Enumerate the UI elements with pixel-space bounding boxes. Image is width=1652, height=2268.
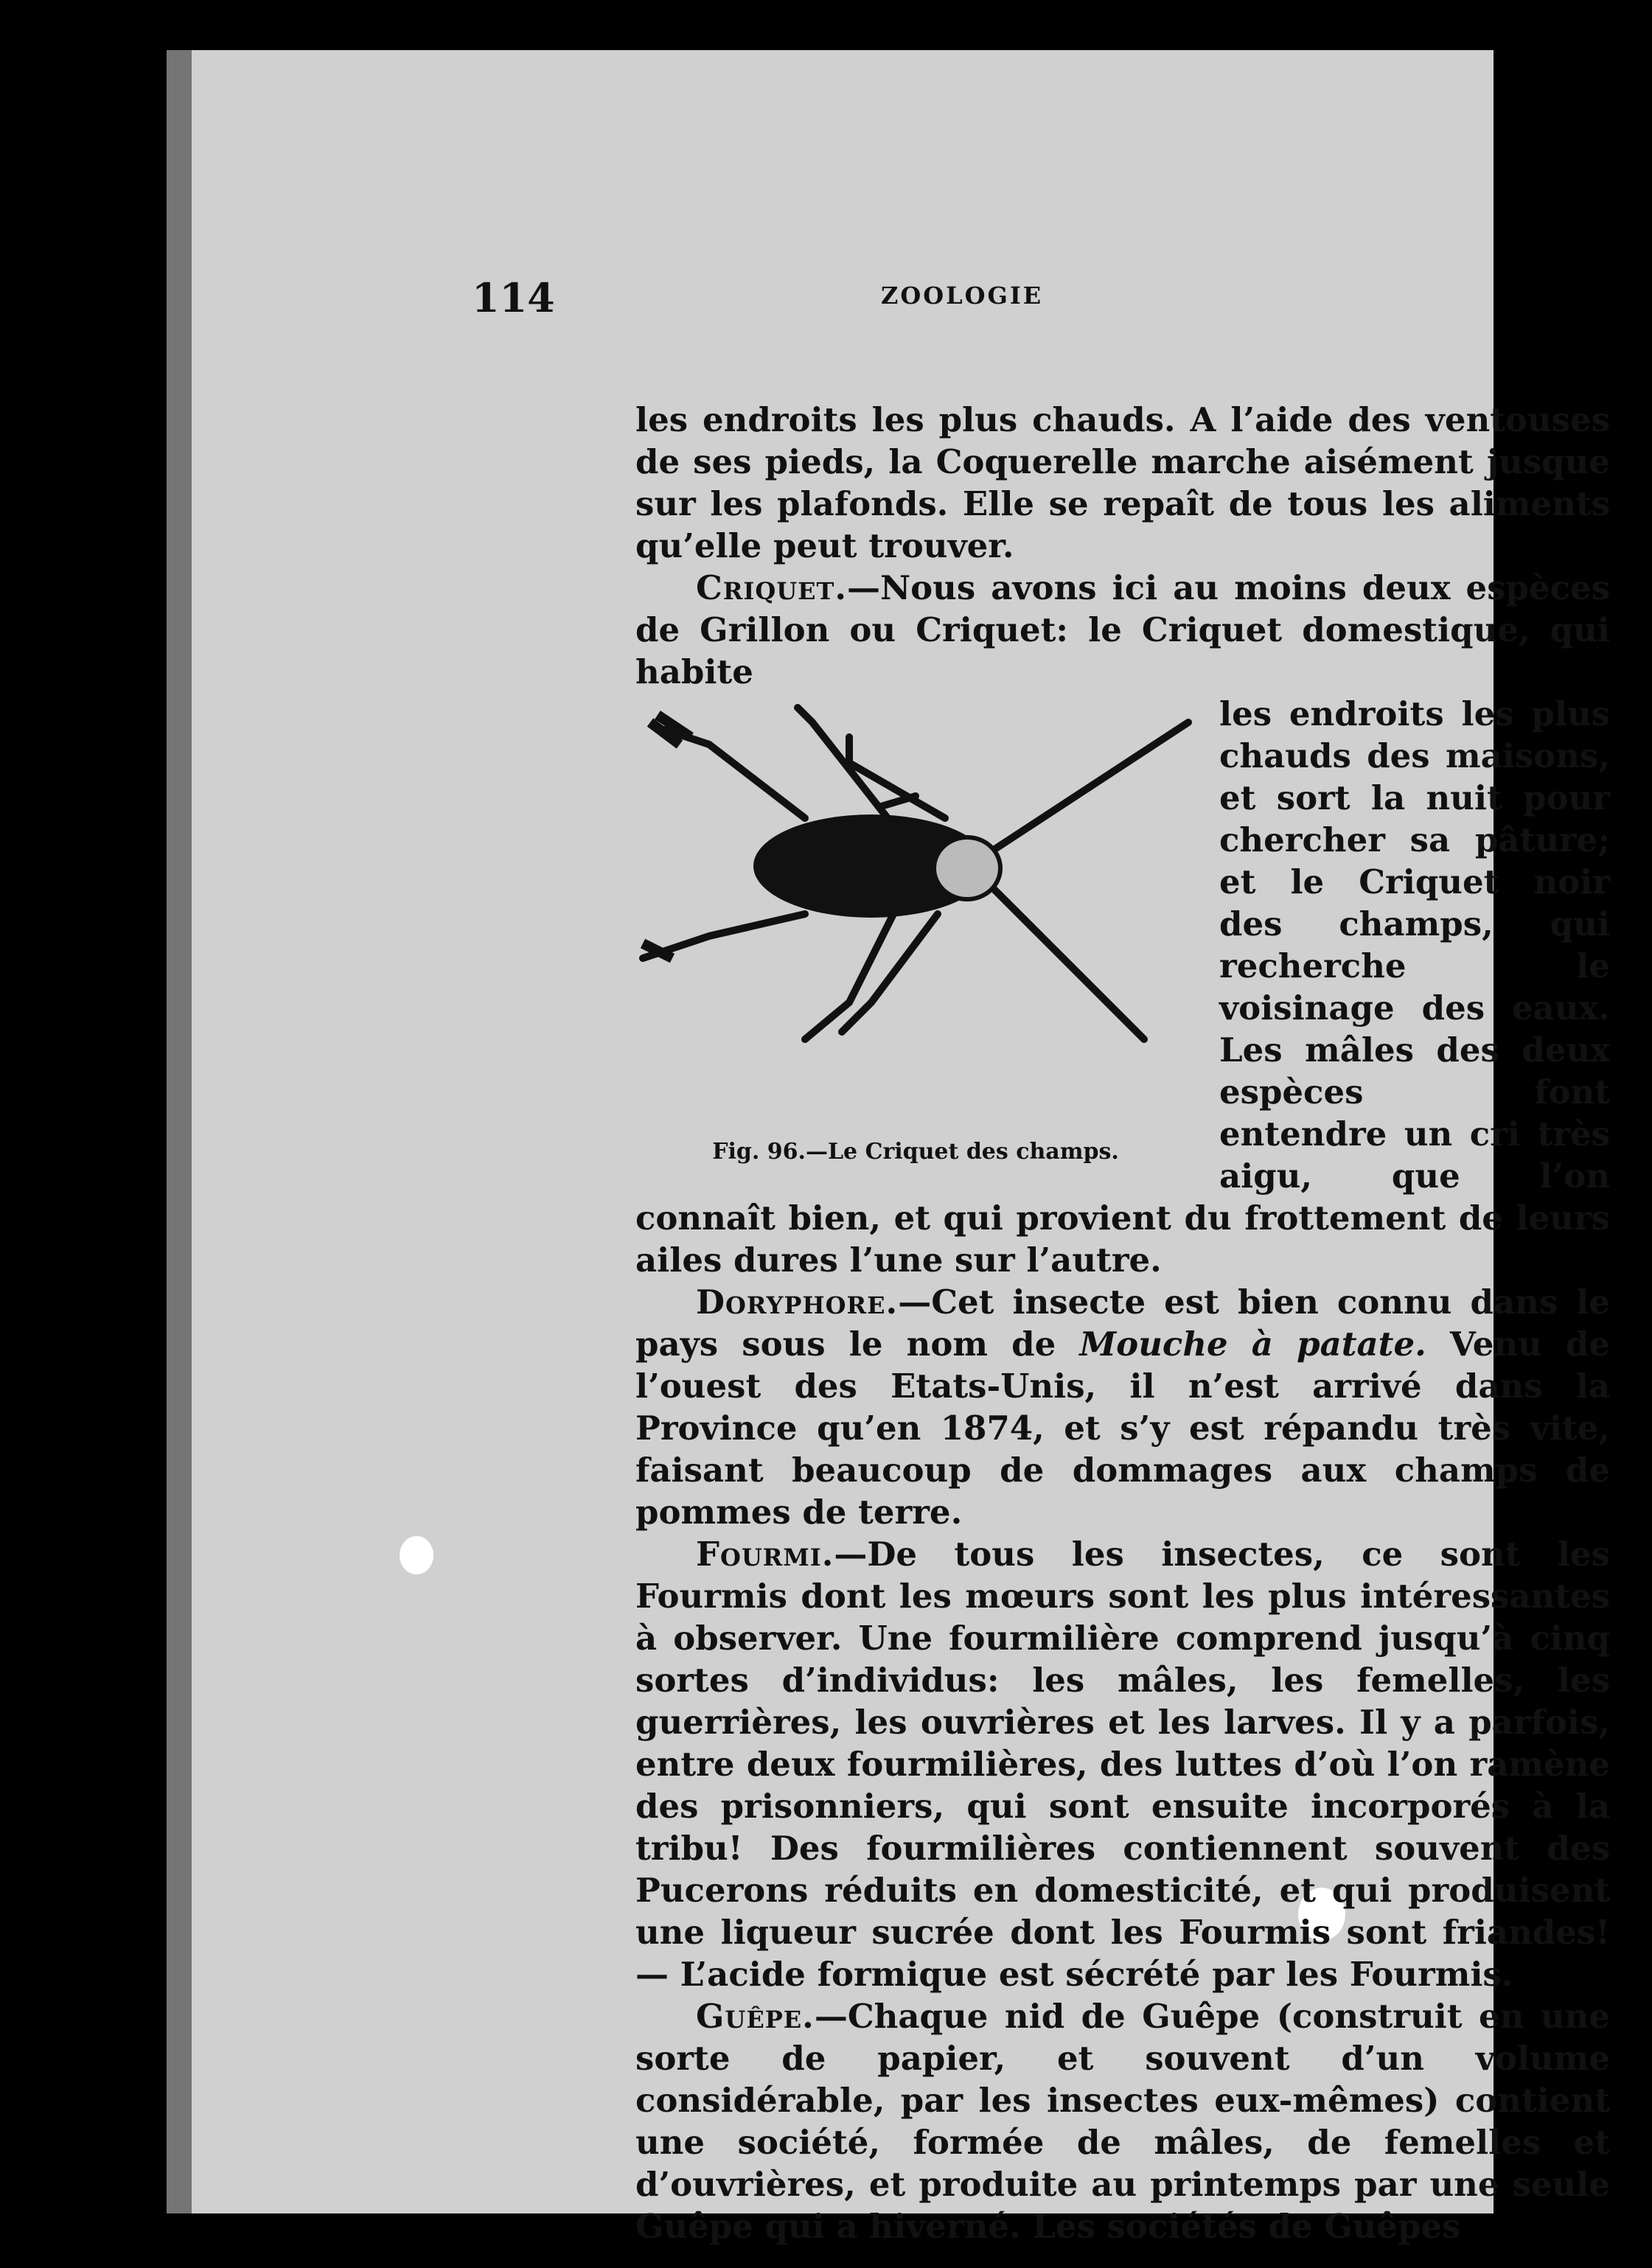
term-criquet: Criquet. [696, 568, 848, 607]
term-doryphore: Doryphore. [696, 1283, 899, 1322]
doryphore-text-before: —Cet insecte est bien connu dans le pays sous le nom de [635, 1283, 1610, 1364]
doryphore-text-after: Venu de l’ouest des Etats-Unis, il n’est arrivé dans la Province qu’en 1874, et s’y est répandu très vite, faisant beaucoup de dommages aux champs de pommes de terre. [635, 1325, 1610, 1532]
page-number: 114 [472, 274, 555, 321]
running-title: ZOOLOGIE [881, 282, 1044, 310]
paragraph-guepe [635, 1995, 1610, 2247]
page-header-bar [472, 274, 1452, 321]
antenna-upper [975, 722, 1188, 862]
scanned-page [167, 50, 1610, 2246]
figure-criquet [628, 693, 1203, 1172]
term-fourmi: Fourmi. [696, 1535, 834, 1574]
guepe-text: —Chaque nid de Guêpe (construit en une sorte de papier, et souvent d’un volume considérable, par les insectes eux-mêmes) contient une société, formée de mâles, de femelles et d’ouvrières, et produite au printemps par une seule Guêpe qui a hiverné. Les sociétés de Guêpes [635, 1997, 1610, 2246]
cricket-illustration [628, 693, 1203, 1135]
doryphore-italic: Mouche à patate. [1079, 1325, 1426, 1364]
paper-blemish [400, 1536, 433, 1574]
antenna-lower [982, 877, 1144, 1039]
fourmi-text: —De tous les insectes, ce sont les Fourmis dont les mœurs sont les plus intéressantes à observer. Une fourmilière comprend jusqu’à cinq sortes d’individus: les mâles, les femelles, les guerrières, les ouvrières et les larves. Il y a parfois, entre deux fourmilières, des luttes d’où l’on ramène des prisonniers, qui sont ensuite incorporés à la tribu! Des fourmilières contiennent souvent des Pucerons réduits en domesticité, et qui produisent une liqueur sucrée dont les Fourmis sont friandes!— L’acide formique est sécrété par les Fourmis. [635, 1535, 1610, 1994]
paragraph-intro: les endroits les plus chauds. A l’aide des ventouses de ses pieds, la Coquerelle marche aisément jusque sur les plafonds. Elle se repaît de tous les aliments qu’elle peut trouver. [635, 400, 1610, 565]
leg-spines [643, 715, 691, 958]
criquet-text-a: —Nous avons ici au moins deux espèces de Grillon ou Criquet: le Criquet domestique, qui habite [635, 568, 1610, 691]
leg-hind-upper [665, 730, 805, 818]
term-guepe: Guêpe. [696, 1997, 815, 2036]
cricket-head [934, 837, 1000, 899]
leg-front-upper [849, 737, 945, 818]
paragraph-fourmi [635, 1533, 1610, 1995]
paragraph-doryphore [635, 1281, 1610, 1533]
page-gutter-shadow [167, 50, 192, 2213]
paragraph-criquet [635, 567, 1610, 693]
figure-caption: Fig. 96.—Le Criquet des champs. [712, 1139, 1119, 1165]
paragraph-criquet-cont: les endroits les plus chauds des maisons, et sort la nuit pour chercher sa pâture; et le Criquet noir des champs, qui recherche le voisinage des eaux. Les mâles des deux espèces font entendre un cri très aigu, que l’on connaît bien, et qui provient du frottement de leurs ailes dures l’une sur l’autre. [635, 694, 1610, 1280]
body-text [635, 399, 1610, 2247]
leg-front-lower [842, 914, 938, 1032]
